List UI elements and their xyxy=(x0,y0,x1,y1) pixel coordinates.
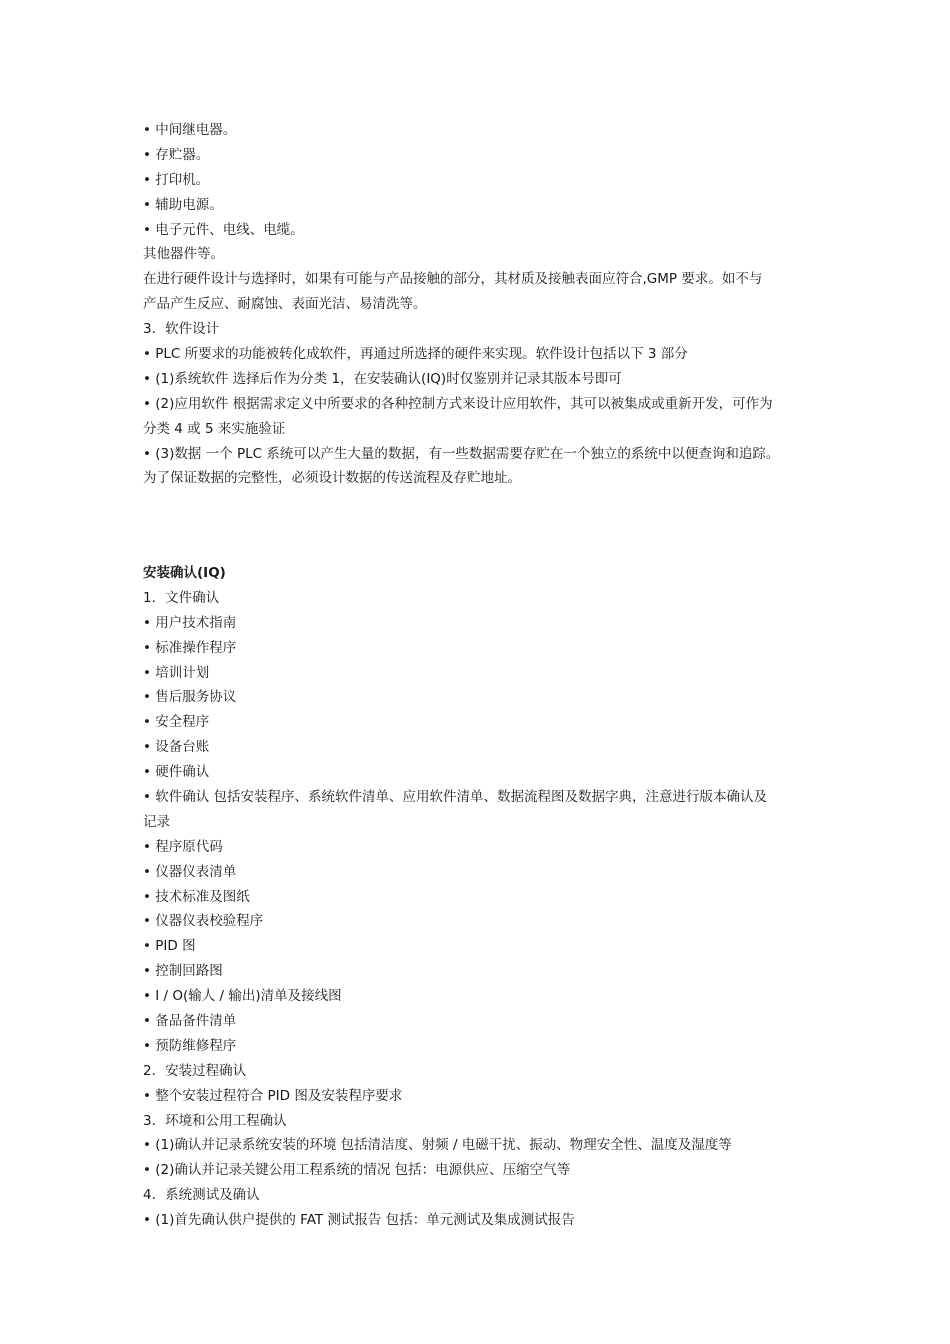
list-item: • 仪器仪表清单 xyxy=(143,863,237,880)
text-line: • 中间继电器。 xyxy=(143,122,237,138)
list-item: • 安全程序 xyxy=(143,714,210,731)
section-heading: 3．环境和公用工程确认 xyxy=(143,1112,287,1129)
text-line: 产品产生反应、耐腐蚀、表面光洁、易清洗等。 xyxy=(143,296,427,313)
text-line: • 电子元件、电线、电缆。 xyxy=(143,221,304,238)
list-item: • (2)确认并记录关键公用工程系统的情况 包括：电源供应、压缩空气等 xyxy=(143,1162,571,1179)
list-item: • 仪器仪表校验程序 xyxy=(143,913,264,930)
software-design-section xyxy=(143,118,815,491)
list-item: • 硬件确认 xyxy=(143,764,210,781)
list-item: • 设备台账 xyxy=(143,739,210,756)
text-line: • 存贮器。 xyxy=(143,146,210,163)
list-item: • 售后服务协议 xyxy=(143,689,237,706)
list-item: • 整个安装过程符合 PID 图及安装程序要求 xyxy=(143,1087,403,1104)
list-item: • I / O(输人 / 输出)清单及接线图 xyxy=(143,988,342,1005)
text-line: 分类 4 或 5 来实施验证 xyxy=(143,420,286,437)
list-item: • 技术标准及图纸 xyxy=(143,888,250,905)
text-line: 为了保证数据的完整性，必须设计数据的传送流程及存贮地址。 xyxy=(143,470,521,487)
list-item: • PID 图 xyxy=(143,938,196,955)
text-line: • (2)应用软件 根据需求定义中所要求的各种控制方式来设计应用软件，其可以被集成或重新开发，可作为 xyxy=(143,395,773,412)
section-heading: 1．文件确认 xyxy=(143,589,220,606)
section-title: 安装确认(IQ) xyxy=(143,565,226,581)
list-item-continued: 记录 xyxy=(143,813,170,830)
text-line: • 辅助电源。 xyxy=(143,196,223,213)
list-item: • 程序原代码 xyxy=(143,838,223,855)
list-item: • 培训计划 xyxy=(143,664,210,681)
section-heading: 2．安装过程确认 xyxy=(143,1062,247,1079)
section-heading: 3．软件设计 xyxy=(143,321,220,338)
text-line: 在进行硬件设计与选择时，如果有可能与产品接触的部分，其材质及接触表面应符合,GMP 要求。如不与 xyxy=(143,271,763,288)
text-line: 其他器件等。 xyxy=(143,246,224,263)
list-item: • 控制回路图 xyxy=(143,963,223,980)
list-item: • (1)首先确认供户提供的 FAT 测试报告 包括：单元测试及集成测试报告 xyxy=(143,1212,575,1229)
text-line: • 打印机。 xyxy=(143,171,210,188)
text-line: • PLC 所要求的功能被转化成软件，再通过所选择的硬件来实现。软件设计包括以下 3 部分 xyxy=(143,346,688,363)
installation-qualification-section xyxy=(143,561,815,1233)
list-item: • (1)确认并记录系统安装的环境 包括清洁度、射频 / 电磁干扰、振动、物理安全性、温度及湿度等 xyxy=(143,1137,732,1154)
list-item: • 用户技术指南 xyxy=(143,614,237,631)
list-item: • 软件确认 包括安装程序、系统软件清单、应用软件清单、数据流程图及数据字典，注意进行版本确认及 xyxy=(143,789,768,806)
list-item: • 标准操作程序 xyxy=(143,639,237,656)
list-item: • 预防维修程序 xyxy=(143,1037,237,1054)
text-line: • (3)数据 一个 PLC 系统可以产生大量的数据，有一些数据需要存贮在一个独立的系统中以便查询和追踪。 xyxy=(143,445,780,462)
list-item: • 备品备件清单 xyxy=(143,1013,237,1030)
section-heading: 4．系统测试及确认 xyxy=(143,1187,260,1204)
text-line: • (1)系统软件 选择后作为分类 1，在安装确认(IQ)时仅鉴别并记录其版本号即可 xyxy=(143,370,622,387)
